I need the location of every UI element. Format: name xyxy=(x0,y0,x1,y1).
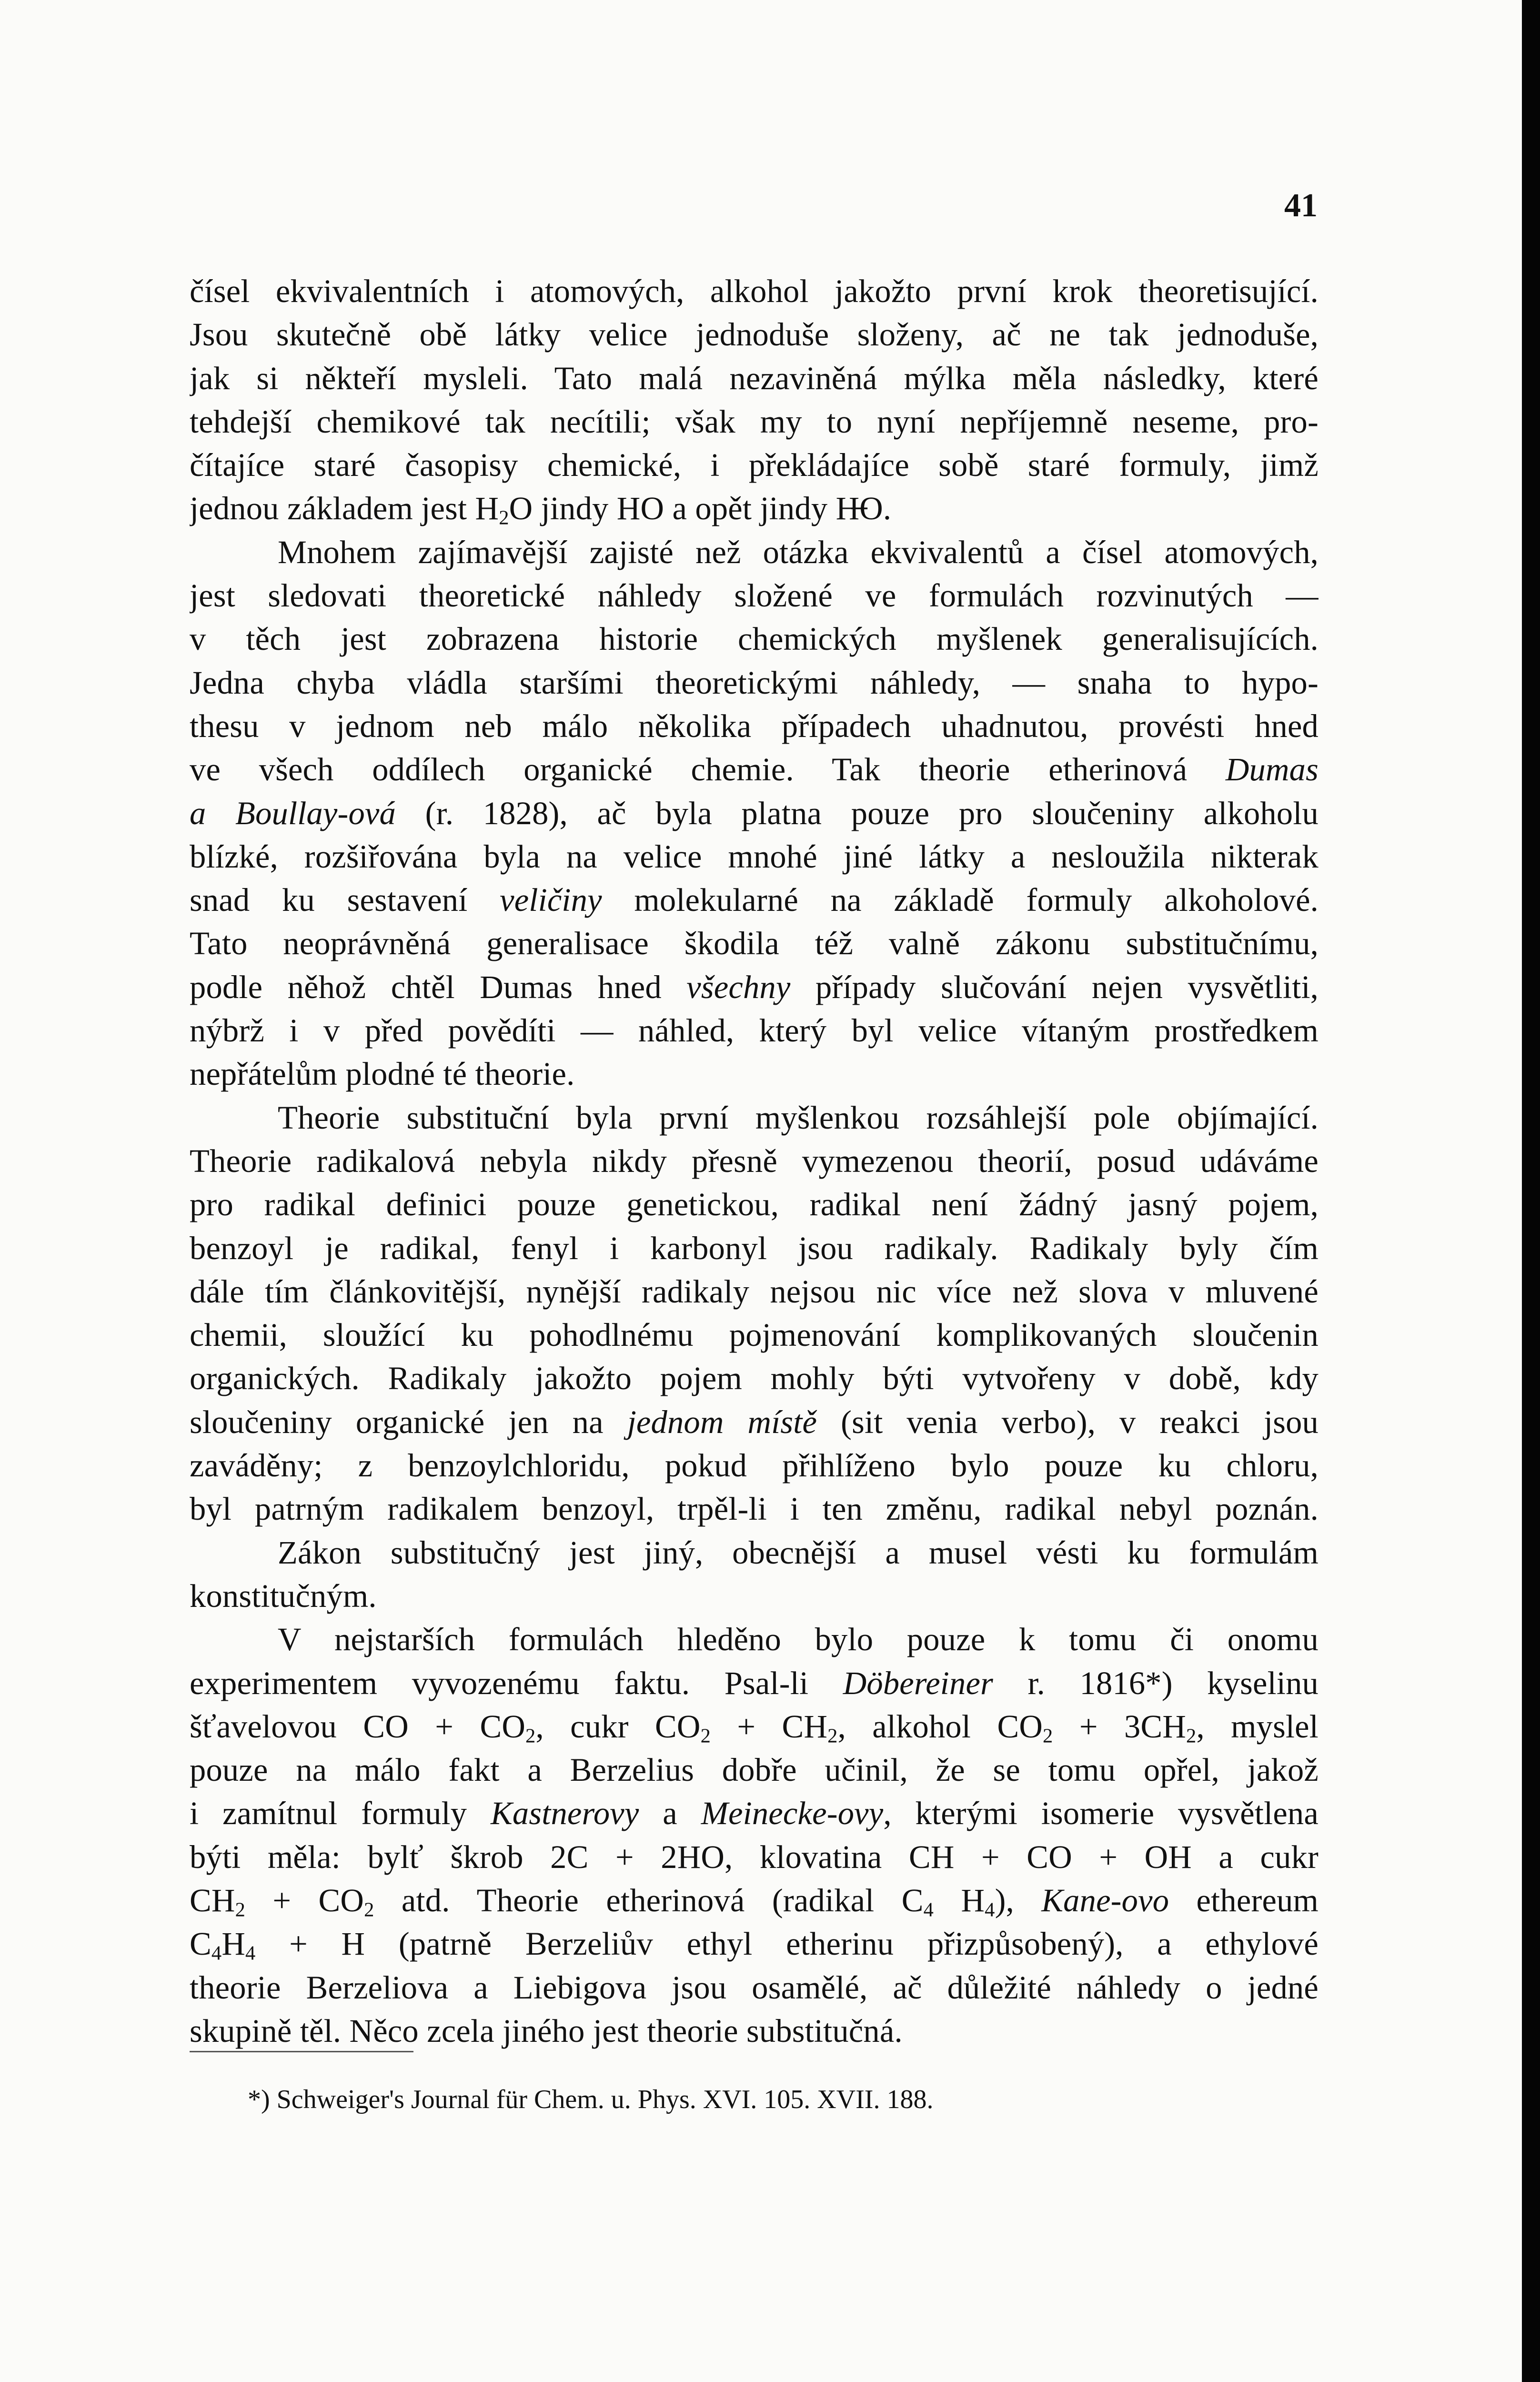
scan-border xyxy=(1522,0,1540,2382)
text-line: jest sledovati theoretické náhledy složené ve formulách rozvinutých — xyxy=(190,577,1319,614)
text-line: experimentem vyvozenému faktu. Psal-li Döbereiner r. 1816*) kyselinu xyxy=(190,1665,1319,1701)
text-line: v těch jest zobrazena historie chemických myšlenek generalisujících. xyxy=(190,621,1319,657)
text-line: jednou základem jest $H_2O$ jindy HO a opět jindy H̶O. xyxy=(190,490,892,530)
text-line: ve všech oddílech organické chemie. Tak theorie etherinová Dumas xyxy=(190,751,1319,788)
text-line: pro radikal definici pouze genetickou, radikal není žádný jasný pojem, xyxy=(190,1186,1319,1223)
text-line: $C_4H_4 + H$ (patrně Berzeliův ethyl etherinu přizpůsobený), a ethylové xyxy=(190,1926,1319,1965)
text-line: skupině těl. Něco zcela jiného jest theorie substitučná. xyxy=(190,2012,903,2049)
text-line: i zamítnul formuly Kastnerovy a Meinecke-ovy, kterými isomerie vysvětlena xyxy=(190,1795,1319,1832)
text-line: dále tím článkovitější, nynější radikaly nejsou nic více než slova v mluvené xyxy=(190,1273,1319,1310)
text-line: podle něhož chtěl Dumas hned všechny případy slučování nejen vysvětliti, xyxy=(190,969,1319,1005)
text-line: a Boullay-ová (r. 1828), ač byla platna pouze pro sloučeniny alkoholu xyxy=(190,795,1319,831)
page-number: 41 xyxy=(1284,187,1318,224)
text-line: jak si někteří mysleli. Tato malá nezaviněná mýlka měla následky, které xyxy=(190,360,1319,396)
text-line: snad ku sestavení veličiny molekularné na základě formuly alkoholové. xyxy=(190,882,1319,918)
footnote-divider xyxy=(190,2051,413,2052)
text-line: Theorie substituční byla první myšlenkou rozsáhlejší pole objímající. xyxy=(278,1099,1319,1136)
text-line: Theorie radikalová nebyla nikdy přesně vymezenou theorií, posud udáváme xyxy=(190,1142,1319,1179)
text-line: čítajíce staré časopisy chemické, i překládajíce sobě staré formuly, jimž xyxy=(190,447,1319,484)
text-line: V nejstarších formulách hleděno bylo pouze k tomu či onomu xyxy=(278,1621,1319,1658)
text-line: byl patrným radikalem benzoyl, trpěl-li i ten změnu, radikal nebyl poznán. xyxy=(190,1491,1319,1527)
text-line: organických. Radikaly jakožto pojem mohly býti vytvořeny v době, kdy xyxy=(190,1360,1319,1397)
footnote: *) Schweiger's Journal für Chem. u. Phys. XVI. 105. XVII. 188. xyxy=(248,2085,934,2114)
text-line: Mnohem zajímavější zajisté než otázka ekvivalentů a čísel atomových, xyxy=(278,534,1319,570)
text-line: nýbrž i v před povědíti — náhled, který byl velice vítaným prostředkem xyxy=(190,1012,1319,1049)
text-line: Tato neoprávněná generalisace škodila též valně zákonu substitučnímu, xyxy=(190,925,1319,962)
text-line: zaváděny; z benzoylchloridu, pokud přihlíženo bylo pouze ku chloru, xyxy=(190,1447,1319,1484)
text-line: sloučeniny organické jen na jednom místě (sit venia verbo), v reakci jsou xyxy=(190,1403,1319,1440)
body-text xyxy=(190,270,1319,2053)
text-line: šťavelovou CO + $CO_2$, cukr $CO_2 + CH_2$, alkohol $CO_2 + 3CH_2$, myslel xyxy=(190,1708,1319,1747)
text-line: nepřátelům plodné té theorie. xyxy=(190,1056,575,1092)
text-line: blízké, rozšiřována byla na velice mnohé jiné látky a nesloužila nikterak xyxy=(190,838,1319,875)
text-line: thesu v jednom neb málo několika případech uhadnutou, provésti hned xyxy=(190,707,1319,744)
text-line: tehdejší chemikové tak necítili; však my to nyní nepříjemně neseme, pro- xyxy=(190,403,1319,440)
text-line: pouze na málo fakt a Berzelius dobře učinil, že se tomu opřel, jakož xyxy=(190,1752,1319,1788)
text-line: benzoyl je radikal, fenyl i karbonyl jsou radikaly. Radikaly byly čím xyxy=(190,1230,1319,1266)
text-line: Zákon substitučný jest jiný, obecnější a musel vésti ku formulám xyxy=(278,1534,1319,1571)
text-line: konstitučným. xyxy=(190,1577,377,1614)
text-line: čísel ekvivalentních i atomových, alkohol jakožto první krok theoretisující. xyxy=(190,273,1319,309)
text-line: chemii, sloužící ku pohodlnému pojmenování komplikovaných sloučenin xyxy=(190,1317,1319,1353)
text-line: Jsou skutečně obě látky velice jednoduše složeny, ač ne tak jednoduše, xyxy=(190,316,1319,353)
text-line: býti měla: bylť škrob 2C + 2HO, klovatina CH + CO + OH a cukr xyxy=(190,1838,1319,1875)
text-line: $CH_2 + CO_2$ atd. Theorie etherinová (radikal $C_4$ $H_4$), Kane-ovo ethereum xyxy=(190,1882,1319,1921)
text-line: Jedna chyba vládla staršími theoretickými náhledy, — snaha to hypo- xyxy=(190,664,1319,701)
text-line: theorie Berzeliova a Liebigova jsou osamělé, ač důležité náhledy o jedné xyxy=(190,1969,1319,2006)
